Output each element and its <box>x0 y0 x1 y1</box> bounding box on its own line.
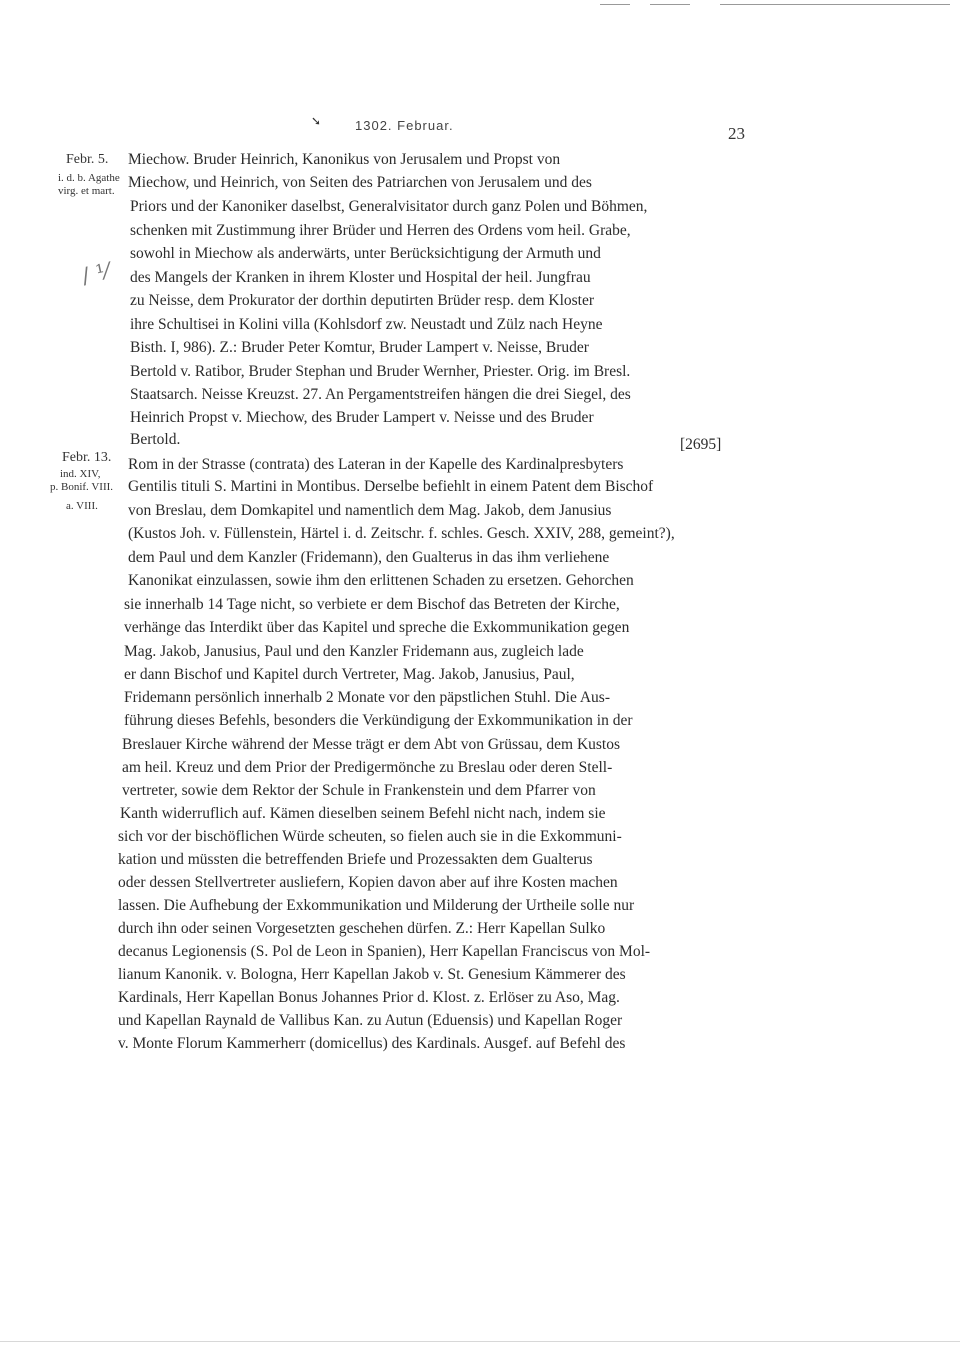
entry1-line: ihre Schultisei in Kolini villa (Kohlsdorf zw. Neustadt und Zülz nach Heyne <box>130 316 603 333</box>
page-number: 23 <box>728 124 745 143</box>
entry2-line: Fridemann persönlich innerhalb 2 Monate vor den päpstlichen Stuhl. Die Aus- <box>124 689 611 706</box>
margin-pontificate: p. Bonif. VIII. <box>50 481 114 493</box>
page-header: 1302. Februar. <box>355 118 454 133</box>
entry1-line: Heinrich Propst v. Miechow, des Bruder Lampert v. Neisse und des Bruder <box>130 409 594 426</box>
entry1-line: Staatsarch. Neisse Kreuzst. 27. An Pergamentstreifen hängen die drei Siegel, des <box>130 386 631 403</box>
entry2-line: Kardinals, Herr Kapellan Bonus Johannes Prior d. Klost. z. Erlöser zu Aso, Mag. <box>118 989 620 1006</box>
entry2-line: am heil. Kreuz und dem Prior der Predigermönche zu Breslau oder deren Stell- <box>122 759 613 776</box>
entry2-line: lassen. Die Aufhebung der Exkommunikation und Milderung der Urtheile solle nur <box>118 897 635 914</box>
entry-number: [2695] <box>680 436 722 453</box>
entry2-line: (Kustos Joh. v. Füllenstein, Härtel i. d. Zeitschr. f. schles. Gesch. XXIV, 288, gemeint?), <box>128 525 675 542</box>
entry1-line: schenken mit Zustimmung ihrer Brüder und Herren des Ordens vom heil. Grabe, <box>130 222 631 239</box>
entry1-line: Priors und der Kanoniker daselbst, Generalvisitator durch ganz Polen und Böhmen, <box>130 198 648 215</box>
entry1-line: Bertold. <box>130 431 181 448</box>
entry1-line: Bertold v. Ratibor, Bruder Stephan und Bruder Wernher, Priester. Orig. im Bresl. <box>130 363 631 380</box>
entry2-line: Gentilis tituli S. Martini in Montibus. Derselbe befiehlt in einem Patent dem Bischof <box>128 478 654 495</box>
entry2-line: oder dessen Stellvertreter ausliefern, Kopien davon aber auf ihre Kosten machen <box>118 874 618 891</box>
scan-artifact <box>600 4 630 5</box>
entry2-line: durch ihn oder seinen Vorgesetzten geschehen dürfen. Z.: Herr Kapellan Sulko <box>118 920 606 937</box>
entry2-line: decanus Legionensis (S. Pol de Leon in Spanien), Herr Kapellan Franciscus von Mol- <box>118 943 651 960</box>
entry1-line: zu Neisse, dem Prokurator der dorthin deputirten Brüder resp. dem Kloster <box>130 292 595 309</box>
handwritten-margin-mark: / ⅟ <box>79 259 112 290</box>
page-bottom-edge <box>0 1341 960 1342</box>
margin-date-1: Febr. 5. <box>66 152 109 167</box>
entry1-line: Miechow, und Heinrich, von Seiten des Patriarchen von Jerusalem und des <box>128 174 592 191</box>
entry2-line: führung dieses Befehls, besonders die Verkündigung der Exkommunikation in der <box>124 712 633 729</box>
entry2-line: sich vor der bischöflichen Würde scheuten, so fielen auch sie in die Exkommuni- <box>118 828 622 845</box>
margin-feast-2: virg. et mart. <box>58 185 115 197</box>
margin-indiction: ind. XIV, <box>60 468 101 480</box>
entry2-line: v. Monte Florum Kammerherr (domicellus) des Kardinals. Ausgef. auf Befehl des <box>118 1035 626 1052</box>
margin-date-2: Febr. 13. <box>62 450 112 465</box>
entry2-line: lianum Kanonik. v. Bologna, Herr Kapellan Jakob v. St. Genesium Kämmerer des <box>118 966 626 983</box>
margin-year: a. VIII. <box>66 500 98 512</box>
entry2-line: Kanth widerruflich auf. Kämen dieselben seinem Befehl nicht nach, indem sie <box>120 805 606 822</box>
entry2-line: dem Paul und dem Kanzler (Fridemann), den Gualterus in das ihm verliehene <box>128 549 610 566</box>
entry2-line: sie innerhalb 14 Tage nicht, so verbiete er dem Bischof das Betreten der Kirche, <box>124 596 620 613</box>
entry2-line: vertreter, sowie dem Rektor der Schule in Frankenstein und dem Pfarrer von <box>122 782 596 799</box>
entry2-line: und Kapellan Raynald de Vallibus Kan. zu Autun (Eduensis) und Kapellan Roger <box>118 1012 623 1029</box>
entry1-line: Miechow. Bruder Heinrich, Kanonikus von Jerusalem und Propst von <box>128 151 561 168</box>
entry2-line: Kanonikat einzulassen, sowie ihm den erlittenen Schaden zu ersetzen. Gehorchen <box>128 572 634 589</box>
scan-artifact <box>720 4 950 5</box>
entry1-line: des Mangels der Kranken in ihrem Kloster und Hospital der heil. Jungfrau <box>130 269 591 286</box>
entry2-line: kation und müssten die betreffenden Briefe und Prozessakten dem Gualterus <box>118 851 593 868</box>
entry2-line: er dann Bischof und Kapitel durch Vertreter, Mag. Jakob, Janusius, Paul, <box>124 666 575 683</box>
header-mark-icon: ➘ <box>311 114 322 128</box>
entry2-line: von Breslau, dem Domkapitel und namentlich dem Mag. Jakob, dem Janusius <box>128 502 612 519</box>
entry1-line: Bisth. I, 986). Z.: Bruder Peter Komtur, Bruder Lampert v. Neisse, Bruder <box>130 339 589 356</box>
entry1-line: sowohl in Miechow als anderwärts, unter Berücksichtigung der Armuth und <box>130 245 601 262</box>
scan-artifact <box>650 4 690 5</box>
entry2-line: verhänge das Interdikt über das Kapitel und spreche die Exkommunikation gegen <box>124 619 630 636</box>
entry2-line: Breslauer Kirche während der Messe trägt er dem Abt von Grüssau, dem Kustos <box>122 736 621 753</box>
entry2-line: Rom in der Strasse (contrata) des Lateran in der Kapelle des Kardinalpresbyters <box>128 456 624 473</box>
entry2-line: Mag. Jakob, Janusius, Paul und den Kanzler Fridemann aus, zugleich lade <box>124 643 584 660</box>
margin-feast-1: i. d. b. Agathe <box>58 172 120 184</box>
